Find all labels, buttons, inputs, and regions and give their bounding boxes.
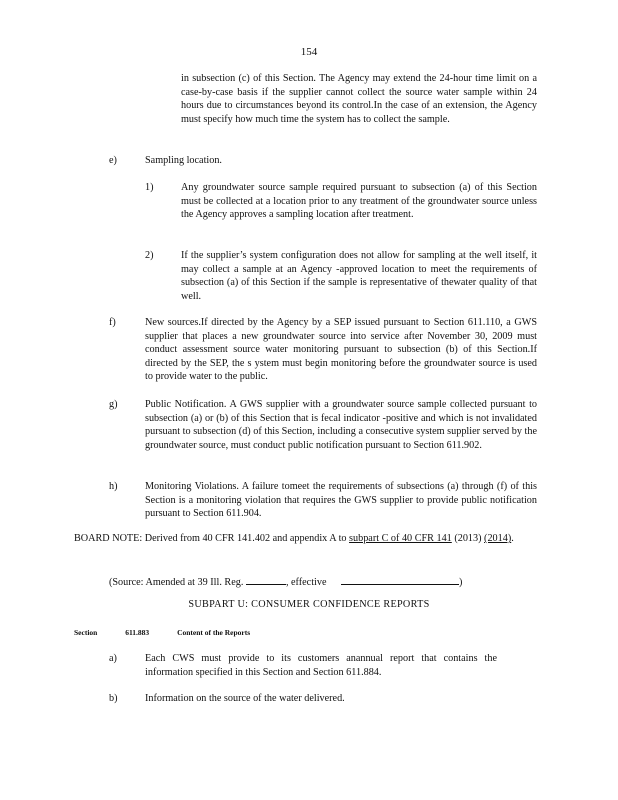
- continuation-paragraph: in subsection (c) of this Section. The Agency may extend the 24-hour time limit on a case-by-case basis if the supplier cannot collect the source water sample within 24 hours due to circumstances beyond its control.In the case of an extension, the Agency must specify how much time the system has to collect the sample.: [181, 73, 537, 125]
- item-b-text: Information on the source of the water delivered.: [145, 693, 345, 704]
- item-a-label: a): [109, 653, 117, 664]
- section-title: Content of the Reports: [177, 628, 251, 637]
- item-e-title: Sampling location.: [145, 155, 222, 166]
- item-e2-label: 2): [145, 250, 154, 261]
- board-note-prefix: BOARD NOTE: Derived from 40 CFR 141.402 and appendix A to: [74, 533, 347, 544]
- item-e1-text: Any groundwater source sample required pursuant to subsection (a) of this Section must be collected at a location prior to any treatment of the groundwater source unless the Agency approves a sampling location after treatment.: [181, 182, 537, 221]
- subpart-heading: SUBPART U: CONSUMER CONFIDENCE REPORTS: [188, 599, 430, 610]
- item-f-label: f): [109, 317, 116, 328]
- section-number: 611.883: [125, 628, 150, 637]
- source-close: ): [459, 577, 463, 588]
- item-e1-label: 1): [145, 182, 154, 193]
- item-g-label: g): [109, 399, 118, 410]
- item-e-label: e): [109, 155, 117, 166]
- item-a-text: Each CWS must provide to its customers anannual report that contains the information specified in this Section and Section 611.884.: [145, 653, 497, 678]
- item-h-text: Monitoring Violations. A failure tomeet the requirements of subsections (a) through (f) of this Section is a monitoring violation that requires the GWS supplier to provide public notification pursuant to Section 611.904.: [145, 481, 537, 520]
- board-note-tail: .: [511, 533, 514, 544]
- source-text: (Source: Amended at 39 Ill. Reg.: [109, 577, 244, 588]
- board-note-year-old: (2013): [454, 533, 482, 544]
- source-line: [109, 574, 462, 590]
- source-effective: , effective: [285, 577, 327, 588]
- page-number: 154: [300, 46, 318, 58]
- item-g-text: Public Notification. A GWS supplier with a groundwater source sample collected pursuant to subsection (a) or (b) of this Section that is fecal indicator -positive and which is not invalidated pursuant to subsection (d) of this Section, including a consecutive system supplier served by the groundwater source, must conduct public notification pursuant to Section 611.902.: [145, 399, 537, 451]
- section-heading: [74, 626, 276, 640]
- item-e2-text: If the supplier’s system configuration does not allow for sampling at the well itself, it may collect a sample at an Agency -approved location to meet the requirements of subsection (a) of this Section if the sample is representative of thewater quality of that well.: [181, 250, 537, 302]
- section-label: Section: [74, 628, 98, 637]
- board-note-underlined: subpart C of 40 CFR 141: [349, 533, 452, 544]
- register-blank: [246, 574, 286, 585]
- item-b-label: b): [109, 693, 118, 704]
- board-note: [74, 532, 534, 546]
- effective-date-blank: [341, 574, 459, 585]
- item-h-label: h): [109, 481, 118, 492]
- board-note-year-new: (2014): [484, 533, 512, 544]
- item-f-text: New sources.If directed by the Agency by a SEP issued pursuant to Section 611.110, a GWS supplier that places a new groundwater source into service after November 30, 2009 must conduct assessment source water monitoring pursuant to subsection (b) of this Section.If directed by the SEP, the s ystem must begin monitoring before the groundwater source is used to provide water to the public.: [145, 317, 537, 383]
